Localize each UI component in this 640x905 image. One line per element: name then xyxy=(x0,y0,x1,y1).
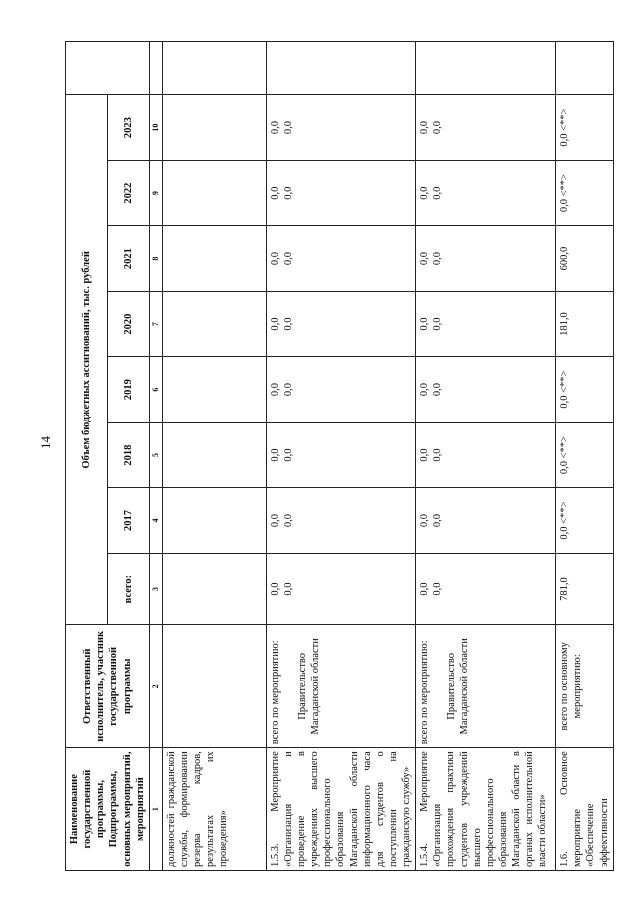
column-number: 3 xyxy=(149,553,162,625)
header-spacer xyxy=(66,42,150,95)
row-spacer xyxy=(416,42,556,95)
row-value xyxy=(162,488,266,553)
table-row xyxy=(162,42,266,871)
row-name: 1.6. Основное мероприятие «Обеспечение эффективности xyxy=(556,748,614,871)
header-year: 2021 xyxy=(107,226,149,291)
header-row-1 xyxy=(66,42,108,871)
executor-total-label: всего по мероприятию: xyxy=(419,640,431,745)
row-value xyxy=(162,226,266,291)
column-number: 6 xyxy=(149,357,162,422)
header-budget-group: Объем бюджетных ассигнований, тыс. рублей xyxy=(66,95,108,625)
row-value: 0,0 0,0 xyxy=(416,160,556,225)
row-value: 0,0 0,0 xyxy=(416,553,556,625)
row-executor xyxy=(162,625,266,748)
row-value: 0,0 0,0 xyxy=(266,95,415,161)
column-number: 9 xyxy=(149,160,162,225)
row-value: 0,0 <**> xyxy=(556,95,614,161)
header-total: всего: xyxy=(107,553,149,625)
row-value: 0,0 0,0 xyxy=(266,553,415,625)
row-value xyxy=(162,291,266,356)
header-program-name: Наименование государственной программы, Подпрограммы, основных мероприятий, мероприятий xyxy=(66,748,150,871)
row-spacer xyxy=(162,42,266,95)
row-value: 0,0 0,0 xyxy=(266,357,415,422)
column-number: 7 xyxy=(149,291,162,356)
column-number: 1 xyxy=(149,748,162,871)
row-value xyxy=(162,422,266,487)
header-year: 2022 xyxy=(107,160,149,225)
table-row xyxy=(266,42,415,871)
row-spacer xyxy=(556,42,614,95)
executor-total-label: всего по основному мероприятию: xyxy=(559,642,584,731)
header-year: 2018 xyxy=(107,422,149,487)
row-value: 600,0 xyxy=(556,226,614,291)
executor-name: Правительство Магаданской области xyxy=(296,638,321,735)
row-name: должностей гражданской службы, формировании резерва кадров, результатах их проведения» xyxy=(162,748,266,871)
budget-table-sheet xyxy=(65,41,610,871)
row-value: 0,0 0,0 xyxy=(266,226,415,291)
table-row xyxy=(556,42,614,871)
table-row xyxy=(416,42,556,871)
column-number: 2 xyxy=(149,625,162,748)
row-executor xyxy=(416,625,556,748)
header-year: 2019 xyxy=(107,357,149,422)
column-number: 5 xyxy=(149,422,162,487)
row-value: 0,0 0,0 xyxy=(266,291,415,356)
column-number: 8 xyxy=(149,226,162,291)
header-year: 2023 xyxy=(107,95,149,161)
row-value: 0,0 0,0 xyxy=(416,291,556,356)
row-value: 0,0 0,0 xyxy=(416,95,556,161)
executor-total-label: всего по мероприятию: xyxy=(269,640,281,745)
row-value xyxy=(162,553,266,625)
row-value: 181,0 xyxy=(556,291,614,356)
row-value: 0,0 0,0 xyxy=(266,422,415,487)
budget-table xyxy=(65,41,614,871)
row-value: 0,0 0,0 xyxy=(266,160,415,225)
row-value: 0,0 <**> xyxy=(556,160,614,225)
row-name: 1.5.4. Мероприятие «Организация прохождения практики студентов учреждений высшего профессионального образования Магаданской области в органах исполнительной власти области» xyxy=(416,748,556,871)
executor-name: Правительство Магаданской области xyxy=(446,638,471,735)
row-value: 0,0 0,0 xyxy=(416,357,556,422)
row-value: 0,0 <**> xyxy=(556,488,614,553)
row-value: 0,0 0,0 xyxy=(266,488,415,553)
row-executor xyxy=(266,625,415,748)
row-value xyxy=(162,357,266,422)
row-spacer xyxy=(266,42,415,95)
row-value xyxy=(162,95,266,161)
header-year: 2020 xyxy=(107,291,149,356)
row-value: 0,0 <**> xyxy=(556,357,614,422)
row-value: 0,0 0,0 xyxy=(416,488,556,553)
row-value: 781,0 xyxy=(556,553,614,625)
row-executor xyxy=(556,625,614,748)
column-number: 4 xyxy=(149,488,162,553)
row-value: 0,0 <**> xyxy=(556,422,614,487)
column-number-empty xyxy=(149,42,162,95)
page-number: 14 xyxy=(38,436,53,449)
header-year: 2017 xyxy=(107,488,149,553)
column-number-row xyxy=(149,42,162,871)
row-value: 0,0 0,0 xyxy=(416,226,556,291)
row-name: 1.5.3. Мероприятие «Организация и проведение в учреждениях высшего профессионального образования Магаданской области информационного часа для студентов о поступлении на гражданскую службу» xyxy=(266,748,415,871)
header-executor: Ответственный исполнитель, участник государственной программы xyxy=(66,625,150,748)
column-number: 10 xyxy=(149,95,162,161)
row-value: 0,0 0,0 xyxy=(416,422,556,487)
row-value xyxy=(162,160,266,225)
